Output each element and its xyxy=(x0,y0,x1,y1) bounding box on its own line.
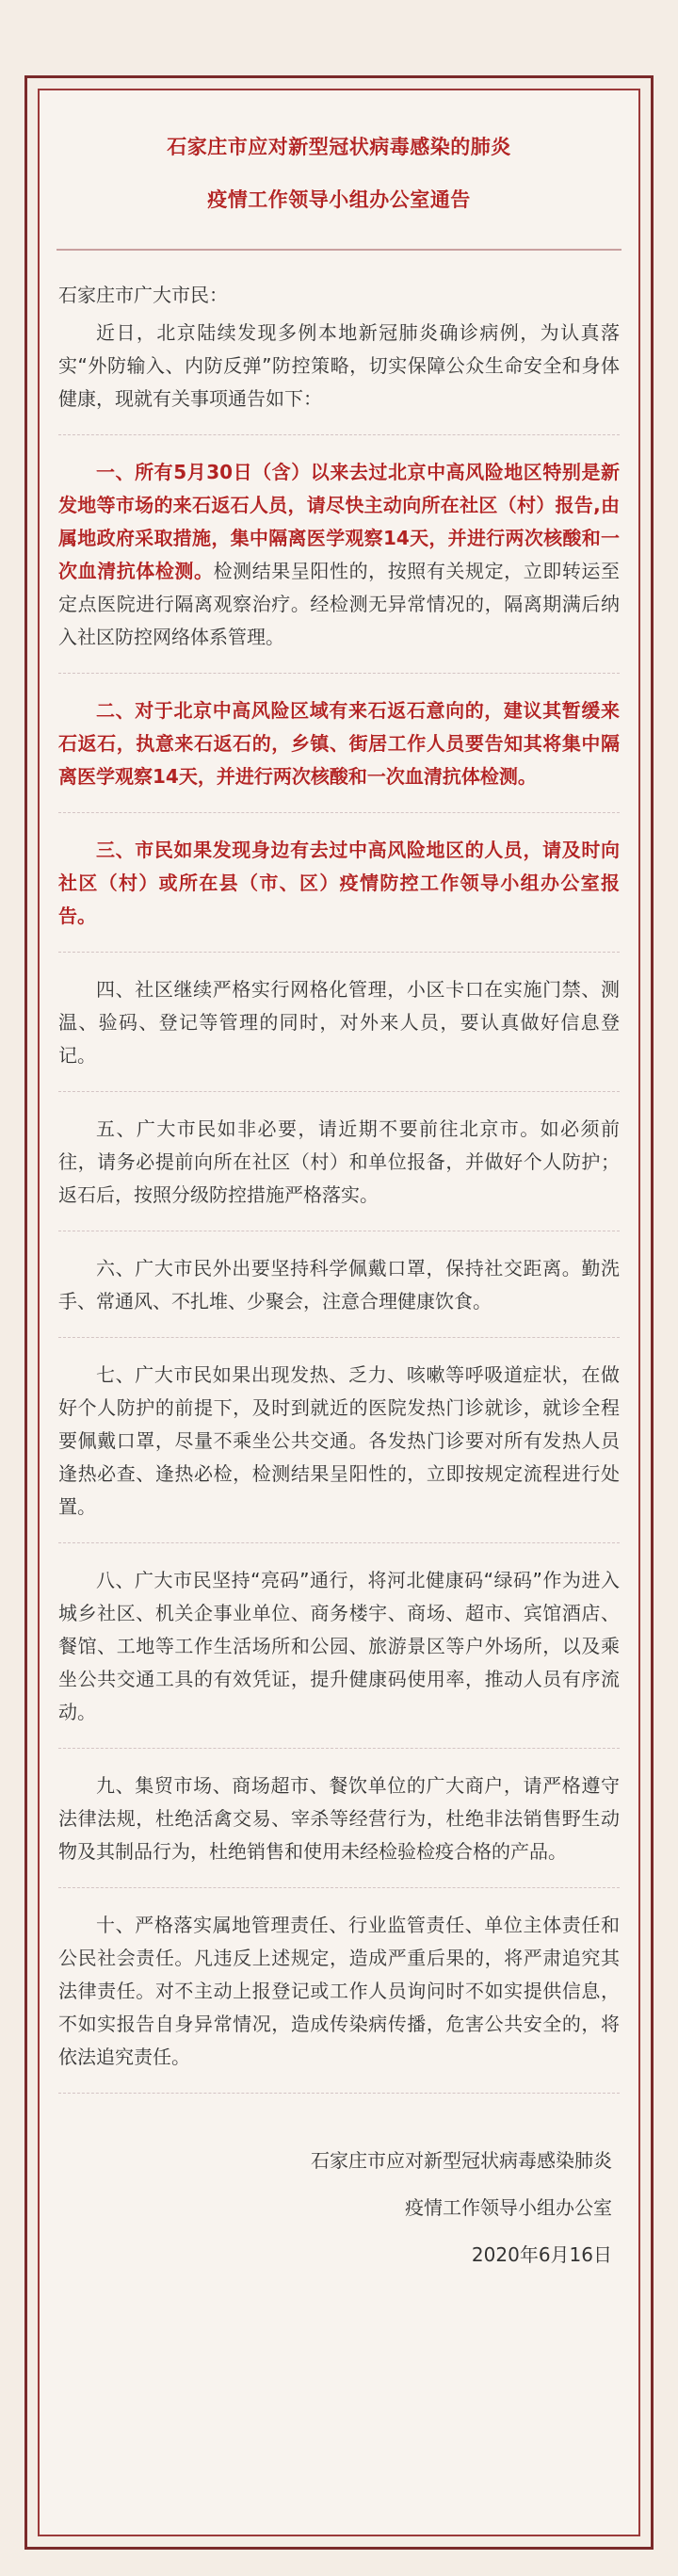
intro-paragraph: 近日，北京陆续发现多例本地新冠肺炎确诊病例，为认真落实“外防输入、内防反弹”防控策略，切实保障公众生命安全和身体健康，现就有关事项通告如下： xyxy=(58,321,620,410)
item-2 xyxy=(58,694,620,793)
section-divider xyxy=(58,952,620,953)
item-5-text: 五、广大市民如非必要，请近期不要前往北京市。如必须前往，请务必提前向所在社区（村）和单位报备，并做好个人防护；返石后，按照分级防控措施严格落实。 xyxy=(58,1117,620,1206)
title-line-2: 疫情工作领导小组办公室通告 xyxy=(207,188,471,211)
section-divider xyxy=(58,1748,620,1749)
section-divider xyxy=(58,1337,620,1338)
greeting: 石家庄市广大市民： xyxy=(58,284,228,306)
item-7 xyxy=(58,1359,620,1524)
signature-date: 2020年6月16日 xyxy=(471,2243,612,2266)
section-divider xyxy=(58,434,620,435)
item-6 xyxy=(58,1252,620,1318)
section-divider xyxy=(58,1887,620,1888)
item-3-highlight: 三、市民如果发现身边有去过中高风险地区的人员，请及时向社区（村）或所在县（市、区）疫情防控工作领导小组办公室报告。 xyxy=(58,839,620,927)
signature-organization: 石家庄市应对新型冠状病毒感染肺炎 xyxy=(311,2149,612,2172)
title-divider xyxy=(56,249,622,251)
item-1-text: 检测结果呈阳性的，按照有关规定，立即转运至定点医院进行隔离观察治疗。经检测无异常情况的，隔离期满后纳入社区防控网络体系管理。 xyxy=(58,560,621,648)
item-6-text: 六、广大市民外出要坚持科学佩戴口罩，保持社交距离。勤洗手、常通风、不扎堆、少聚会，注意合理健康饮食。 xyxy=(58,1257,620,1312)
title-line-1: 石家庄市应对新型冠状病毒感染的肺炎 xyxy=(167,136,511,158)
item-10-text: 十、严格落实属地管理责任、行业监管责任、单位主体责任和公民社会责任。凡违反上述规定，造成严重后果的，将严肃追究其法律责任。对不主动上报登记或工作人员询问时不如实提供信息，不如实报告自身异常情况，造成传染病传播，危害公共安全的，将依法追究责任。 xyxy=(58,1914,620,2068)
item-5 xyxy=(58,1113,620,1212)
item-7-text: 七、广大市民如果出现发热、乏力、咳嗽等呼吸道症状，在做好个人防护的前提下，及时到就近的医院发热门诊就诊，就诊全程要佩戴口罩，尽量不乘坐公共交通。各发热门诊要对所有发热人员逢热必查、逢热必检，检测结果呈阳性的，立即按规定流程进行处置。 xyxy=(58,1363,620,1518)
section-divider xyxy=(58,1542,620,1543)
item-4-text: 四、社区继续严格实行网格化管理，小区卡口在实施门禁、测温、验码、登记等管理的同时，对外来人员，要认真做好信息登记。 xyxy=(58,978,620,1067)
section-divider xyxy=(58,673,620,674)
item-9-text: 九、集贸市场、商场超市、餐饮单位的广大商户，请严格遵守法律法规，杜绝活禽交易、宰杀等经营行为，杜绝非法销售野生动物及其制品行为，杜绝销售和使用未经检验检疫合格的产品。 xyxy=(58,1774,620,1863)
item-10 xyxy=(58,1909,620,2074)
item-1-highlight: 一、所有5月30日（含）以来去过北京中高风险地区特别是新发地等市场的来石返石人员，请尽快主动向所在社区（村）报告,由属地政府采取措施，集中隔离医学观察14天，并进行两次核酸和一次血清抗体检测。 xyxy=(58,461,620,582)
signature-office: 疫情工作领导小组办公室 xyxy=(405,2196,612,2219)
item-1 xyxy=(58,456,620,654)
section-divider xyxy=(58,2093,620,2094)
item-4 xyxy=(58,973,620,1072)
section-divider xyxy=(58,1091,620,1092)
item-9 xyxy=(58,1769,620,1868)
notice-document xyxy=(38,89,640,2271)
item-2-highlight: 二、对于北京中高风险区域有来石返石意向的，建议其暂缓来石返石，执意来石返石的，乡镇、街居工作人员要告知其将集中隔离医学观察14天，并进行两次核酸和一次血清抗体检测。 xyxy=(58,699,620,788)
section-divider xyxy=(58,812,620,813)
item-8-text: 八、广大市民坚持“亮码”通行，将河北健康码“绿码”作为进入城乡社区、机关企事业单位、商务楼宇、商场、超市、宾馆酒店、餐馆、工地等工作生活场所和公园、旅游景区等户外场所，以及乘坐公共交通工具的有效凭证，提升健康码使用率，推动人员有序流动。 xyxy=(58,1569,620,1723)
item-8 xyxy=(58,1564,620,1729)
item-3 xyxy=(58,834,620,933)
